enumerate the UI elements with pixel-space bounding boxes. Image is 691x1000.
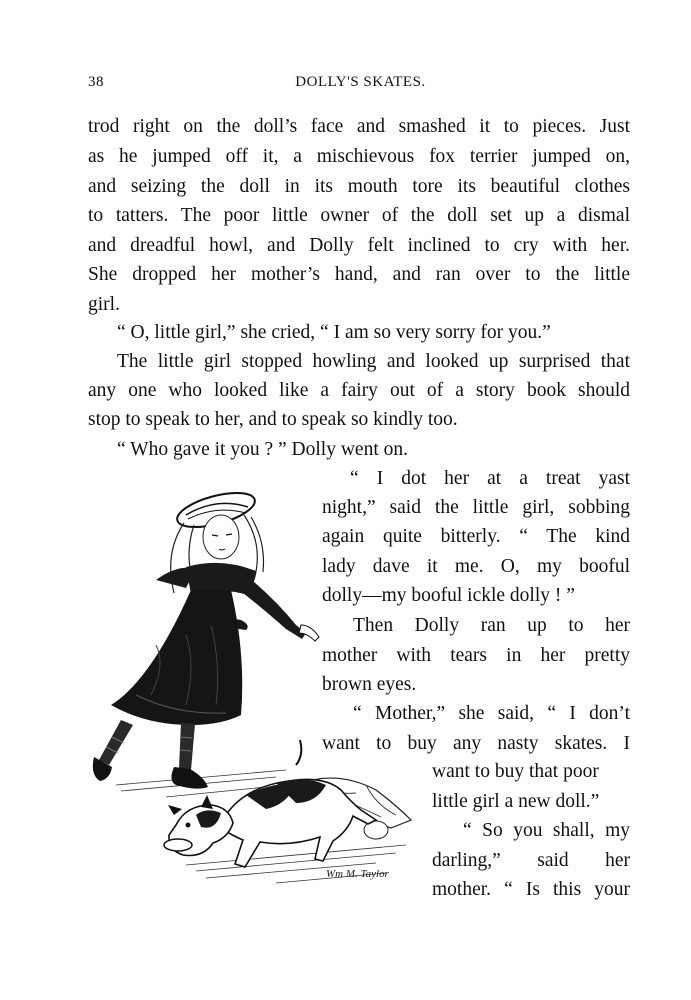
- text-line: mother with tears in her pretty: [322, 645, 630, 666]
- text-line: girl.: [88, 294, 120, 315]
- text-line: “ Mother,” she said, “ I don’t: [353, 703, 630, 724]
- text-line: as he jumped off it, a mischievous fox terrier jumped on,: [88, 146, 630, 167]
- text-line: dolly—my booful ickle dolly ! ”: [322, 585, 575, 606]
- text-line: trod right on the doll’s face and smashed it to pieces. Just: [88, 116, 630, 137]
- terrier-drawing: [164, 740, 376, 867]
- text-line: again quite bitterly. “ The kind: [322, 526, 630, 547]
- text-line: little girl a new doll.”: [432, 791, 600, 812]
- text-line: darling,” said her: [432, 850, 630, 871]
- text-line: mother. “ Is this your: [432, 879, 630, 900]
- text-line: “ Who gave it you ? ” Dolly went on.: [117, 439, 408, 460]
- text-line: to tatters. The poor little owner of the doll set up a dismal: [88, 205, 630, 226]
- text-line: want to buy that poor: [432, 761, 599, 782]
- girl-figure: [93, 486, 319, 788]
- text-line: and seizing the doll in its mouth tore its beautiful clothes: [88, 176, 630, 197]
- text-line: She dropped her mother’s hand, and ran over to the little: [88, 264, 630, 285]
- running-title: DOLLY'S SKATES.: [295, 74, 426, 90]
- text-line: The little girl stopped howling and looked up surprised that: [117, 351, 630, 372]
- page-number: 38: [88, 74, 104, 90]
- text-line: “ I dot her at a treat yast: [350, 468, 630, 489]
- text-line: stop to speak to her, and to speak so kindly too.: [88, 409, 458, 430]
- text-line: any one who looked like a fairy out of a story book should: [88, 380, 630, 401]
- text-line: and dreadful howl, and Dolly felt inclined to cry with her.: [88, 235, 630, 256]
- text-line: Then Dolly ran up to her: [353, 615, 630, 636]
- text-line: want to buy any nasty skates. I: [322, 733, 630, 754]
- text-line: “ So you shall, my: [463, 820, 630, 841]
- artist-signature: Wm M. Taylor: [326, 868, 389, 880]
- text-line: lady dave it me. O, my booful: [322, 556, 630, 577]
- text-line: brown eyes.: [322, 674, 417, 695]
- girl-and-terrier-illustration: [76, 485, 426, 895]
- text-line: night,” said the little girl, sobbing: [322, 497, 630, 518]
- text-line: “ O, little girl,” she cried, “ I am so very sorry for you.”: [117, 322, 551, 343]
- page-header: [88, 74, 633, 100]
